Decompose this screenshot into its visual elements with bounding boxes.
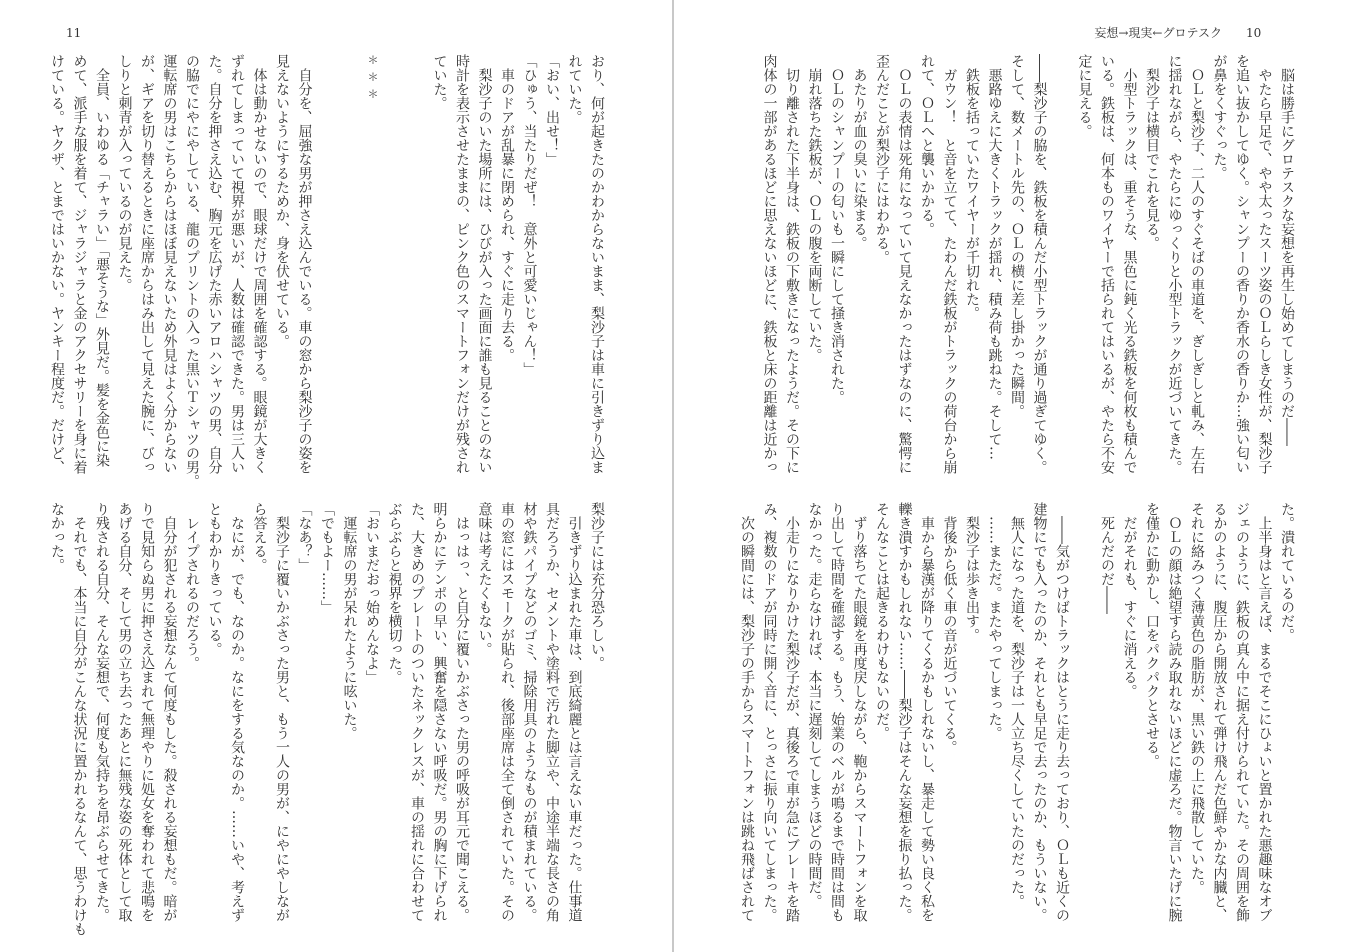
text-column: り出して時間を確認する。もう、始業のベルが鳴るまで時間は間も: [829, 502, 845, 922]
text-column: 「なあ？」: [296, 502, 313, 572]
text-column: 背後から低く車の音が近づいてくる。: [941, 502, 958, 754]
text-column: 梨沙子に覆いかぶさった男と、もう一人の男が、にやにやしなが: [274, 502, 290, 922]
text-column: なかった。: [49, 502, 65, 572]
text-column: [1051, 54, 1074, 494]
text-column: 体は動かせないので、眼球だけで周囲を確認する。眼鏡が大きく: [251, 54, 268, 474]
running-head: 妄想→現実←グロテスク: [1094, 26, 1222, 40]
text-column: 死んだのだ――: [1099, 502, 1115, 614]
text-column: ＯＬの顔は絶望すら読み取れないほどに虚ろだ。物言いたげに腕: [1166, 502, 1183, 922]
text-column: の脇でにやにやしている、龍のプリントの入った黒いＴシャツの男。: [184, 54, 200, 488]
text-column: 梨沙子には充分恐ろしい。: [589, 502, 605, 670]
text-column: 見えないようにするためか、身を伏せている。: [274, 54, 290, 348]
text-column: [316, 54, 339, 494]
text-column: 「ひゅう、当たりだぜ！ 意外と可愛いじゃん！」: [521, 54, 538, 376]
text-column: ガウン！ と音を立てて、たわんだ鉄板がトラックの荷台から崩: [941, 54, 958, 474]
text-column: 建物にでも入ったのか、それとも早足で去ったのか、もういない。: [1031, 502, 1048, 922]
text-column: 梨沙子のいた場所には、ひびが入った画面に誰も見ることのない: [476, 54, 493, 474]
text-column: 無人になった道を、梨沙子は一人立ち尽くしていたのだった。: [1009, 502, 1025, 908]
text-column: いる。鉄板は、何本ものワイヤーで括られてはいるが、やたら不安: [1099, 54, 1115, 474]
text-column: が、ギアを切り替えるときに座席からはみ出して見えた腕に、びっ: [139, 54, 155, 474]
text-column: 材や鉄パイプなどのゴミ、掃除用具のようなものが積まれている。: [521, 502, 538, 922]
text-column: おり、何が起きたのかわからないまま、梨沙子は車に引きずり込ま: [589, 54, 605, 474]
text-column: ぶらぶらと視界を横切った。: [386, 502, 403, 684]
text-column: 定に見える。: [1076, 54, 1093, 138]
text-column: 次の瞬間には、梨沙子の手からスマートフォンは跳ね飛ばされて: [739, 502, 755, 922]
text-column: 歪んだことが梨沙子にはわかる。: [874, 54, 890, 264]
text-column: た。自分を押さえ込む、胸元を広げた赤いアロハシャツの男、自分: [206, 54, 223, 474]
text-block-lower: [736, 502, 1299, 942]
text-column: み、複数のドアが同時に開く音に、とっさに振り向いてしまった。: [761, 502, 778, 922]
text-column: ＯＬのシャンプーの匂いも一瞬にして掻き消された。: [829, 54, 845, 404]
text-column: ら答える。: [251, 502, 268, 572]
text-column: れていた。: [566, 54, 583, 124]
text-column: あげる自分、そして男の立ち去ったあとに無残な姿の死体として取: [116, 502, 133, 922]
text-column: 明らかにテンポの早い、興奮を隠さない呼吸だ。男の胸に下げられ: [431, 502, 448, 922]
text-column: [406, 54, 429, 494]
text-column: りで見知らぬ男に押さえ込まれて無理やりに処女を奪われて悲鳴を: [139, 502, 155, 922]
text-column: 轢き潰すかもしれない……――梨沙子はそんな妄想を振り払った。: [896, 502, 913, 922]
text-column: 梨沙子は歩き出す。: [964, 502, 980, 642]
text-column: 上半身はと言えば、まるでそこにひょいと置かれた悪趣味なオブ: [1256, 502, 1273, 922]
text-column: 「おいまだおっ始めんなよ」: [364, 502, 380, 684]
text-column: 車から暴漢が降りてくるかもしれないし、暴走して勢い良く私を: [919, 502, 935, 922]
text-column: なにが、でも、なのか。なにをする気なのか。……いや、考えず: [229, 502, 245, 922]
page-number: 11: [66, 26, 82, 40]
text-column: 全員、いわゆる「チャラい」「悪そうな」外見だ。髪を金色に染: [94, 54, 110, 467]
text-column: ――気がつけばトラックはとうに走り去っており、ＯＬも近くの: [1054, 502, 1070, 922]
text-column: 切り離された下半身は、鉄板の下敷きになったようだ。その下に: [784, 54, 800, 474]
text-column: 「でもよー……」: [319, 502, 335, 614]
text-column: 梨沙子は横目でこれを見る。: [1144, 54, 1160, 250]
text-column: 意味は考えたくもない。: [476, 502, 493, 656]
text-column: [1073, 502, 1096, 942]
text-column: ともわかりきっている。: [206, 502, 223, 656]
text-column: ＯＬと梨沙子、二人のすぐそばの車道を、ぎしぎしと軋み、左右: [1189, 54, 1205, 474]
text-column: だがそれも、すぐに消える。: [1121, 502, 1138, 698]
right-page: [674, 0, 1346, 952]
left-page: [0, 0, 672, 952]
text-column: り残される自分、そんな妄想で、何度も気持ちを昂ぶらせてきた。: [94, 502, 110, 922]
text-column: ……まただ。またやってしまった。: [986, 502, 1003, 740]
text-column: ――梨沙子の脇を、鉄板を積んだ小型トラックが通り過ぎてゆく。: [1031, 54, 1048, 474]
text-block-upper: [758, 54, 1298, 494]
text-column: 「おい、出せ！」: [544, 54, 560, 166]
text-column: 脳は勝手にグロテスクな妄想を再生し始めてしまうのだ――: [1279, 54, 1295, 446]
text-column: を僅かに動かし、口をパクパクとさせる。: [1144, 502, 1160, 768]
text-column: めて、派手な服を着て、ジャラジャラと金のアクセサリーを身に着: [71, 54, 88, 474]
text-column: あたりが血の臭いに染まる。: [851, 54, 868, 250]
text-column: 小型トラックは、重そうな、黒色に鈍く光る鉄板を何枚も積んで: [1121, 54, 1138, 474]
text-column: 具だろうか、セメントや塗料で汚れた脚立や、中途半端な長さの角: [544, 502, 560, 922]
text-column: るかのように、腹圧から開放されて弾け飛んだ色鮮やかな内臓と、: [1211, 502, 1228, 922]
text-block-upper: [46, 54, 609, 494]
text-column: が鼻をくすぐった。: [1211, 54, 1228, 180]
text-column: ていた。: [431, 54, 448, 110]
text-column: 悪路ゆえに大きくトラックが揺れ、積み荷も跳ねた。そして…: [986, 54, 1003, 460]
text-column: はっはっ、と自分に覆いかぶさった男の呼吸が耳元で聞こえる。: [454, 502, 470, 922]
text-column: ずれてしまっていて視界が悪いが、人数は確認できた。男は三人い: [229, 54, 245, 474]
text-column: 時計を表示させたままの、ピンク色のスマートフォンだけが残され: [454, 54, 470, 474]
text-column: ずり落ちてた眼鏡を再度戻しながら、鞄からスマートフォンを取: [851, 502, 868, 922]
text-column: それに絡みつく薄黄色の脂肪が、黒い鉄の上に飛散していた。: [1189, 502, 1205, 894]
text-column: 小走りになりかけた梨沙子だが、真後ろで車が急にブレーキを踏: [784, 502, 800, 922]
text-column: 運転席の男が呆れたように呟いた。: [341, 502, 358, 740]
text-column: 崩れ落ちた鉄板が、ＯＬの腹を両断していた。: [806, 54, 823, 362]
text-column: 自分が犯される妄想なんて何度もした。殺される妄想もだ。暗が: [161, 502, 178, 922]
page-number: 10: [1246, 26, 1262, 40]
text-column: 引きずり込まれた車は、到底綺麗とは言えない車だった。仕事道: [566, 502, 583, 922]
text-column: れて、ＯＬへと襲いかかる。: [919, 54, 935, 236]
text-column: [338, 54, 361, 494]
text-column: 自分を、屈強な男が押さえ込んでいる。車の窓から梨沙子の姿を: [296, 54, 313, 474]
text-block-lower: [46, 502, 609, 942]
text-column: やたら早足で、やや太ったスーツ姿のＯＬらしき女性が、梨沙子: [1256, 54, 1273, 474]
text-column: なかった。走らなければ、本当に遅刻してしまうほどの時間だ。: [806, 502, 823, 908]
text-column: [383, 54, 406, 494]
text-column: そして、数メートル先の、ＯＬの横に差し掛かった瞬間。: [1009, 54, 1025, 418]
text-column: そんなことは起きるわけもないのだ。: [874, 502, 890, 740]
scene-break: ＊＊＊: [366, 54, 379, 105]
text-column: それでも、本当に自分がこんな状況に置かれるなんて、思うわけも: [71, 502, 88, 936]
text-column: を追い抜かしてゆく。シャンプーの香りか香水の香りか…強い匂い: [1234, 54, 1250, 474]
text-column: ＯＬの表情は死角になっていて見えなかったはずなのに、驚愕に: [896, 54, 913, 474]
text-column: 運転席の男はこちらからはほぼ見えないため外見はよく分からない: [161, 54, 178, 474]
text-column: 鉄板を括っていたワイヤーが千切れた。: [964, 54, 980, 320]
text-column: に揺れながら、やたらにゆっくりと小型トラックが近づいてきた。: [1166, 54, 1183, 474]
text-column: レイプされるのだろう。: [184, 502, 200, 670]
text-column: た、大きめのプレートのついたネックレスが、車の揺れに合わせて: [409, 502, 425, 922]
text-column: 車の窓にはスモークが貼られ、後部座席は全て倒されていた。その: [499, 502, 515, 922]
text-column: 車のドアが乱暴に閉められ、すぐに走り去る。: [499, 54, 515, 362]
text-column: た。潰れているのだ。: [1279, 502, 1295, 642]
text-column: けている。ヤクザ、とまではいかない。ヤンキー程度だ。だけど、: [49, 54, 65, 474]
text-column: 肉体の一部があるほどに思えないほどに、鉄板と床の距離は近かっ: [761, 54, 778, 474]
text-column: しりと刺青が入っているのが見えた。: [116, 54, 133, 292]
text-column: ジェのように、鉄板の真ん中に据え付けられていた。その周囲を飾: [1234, 502, 1250, 922]
